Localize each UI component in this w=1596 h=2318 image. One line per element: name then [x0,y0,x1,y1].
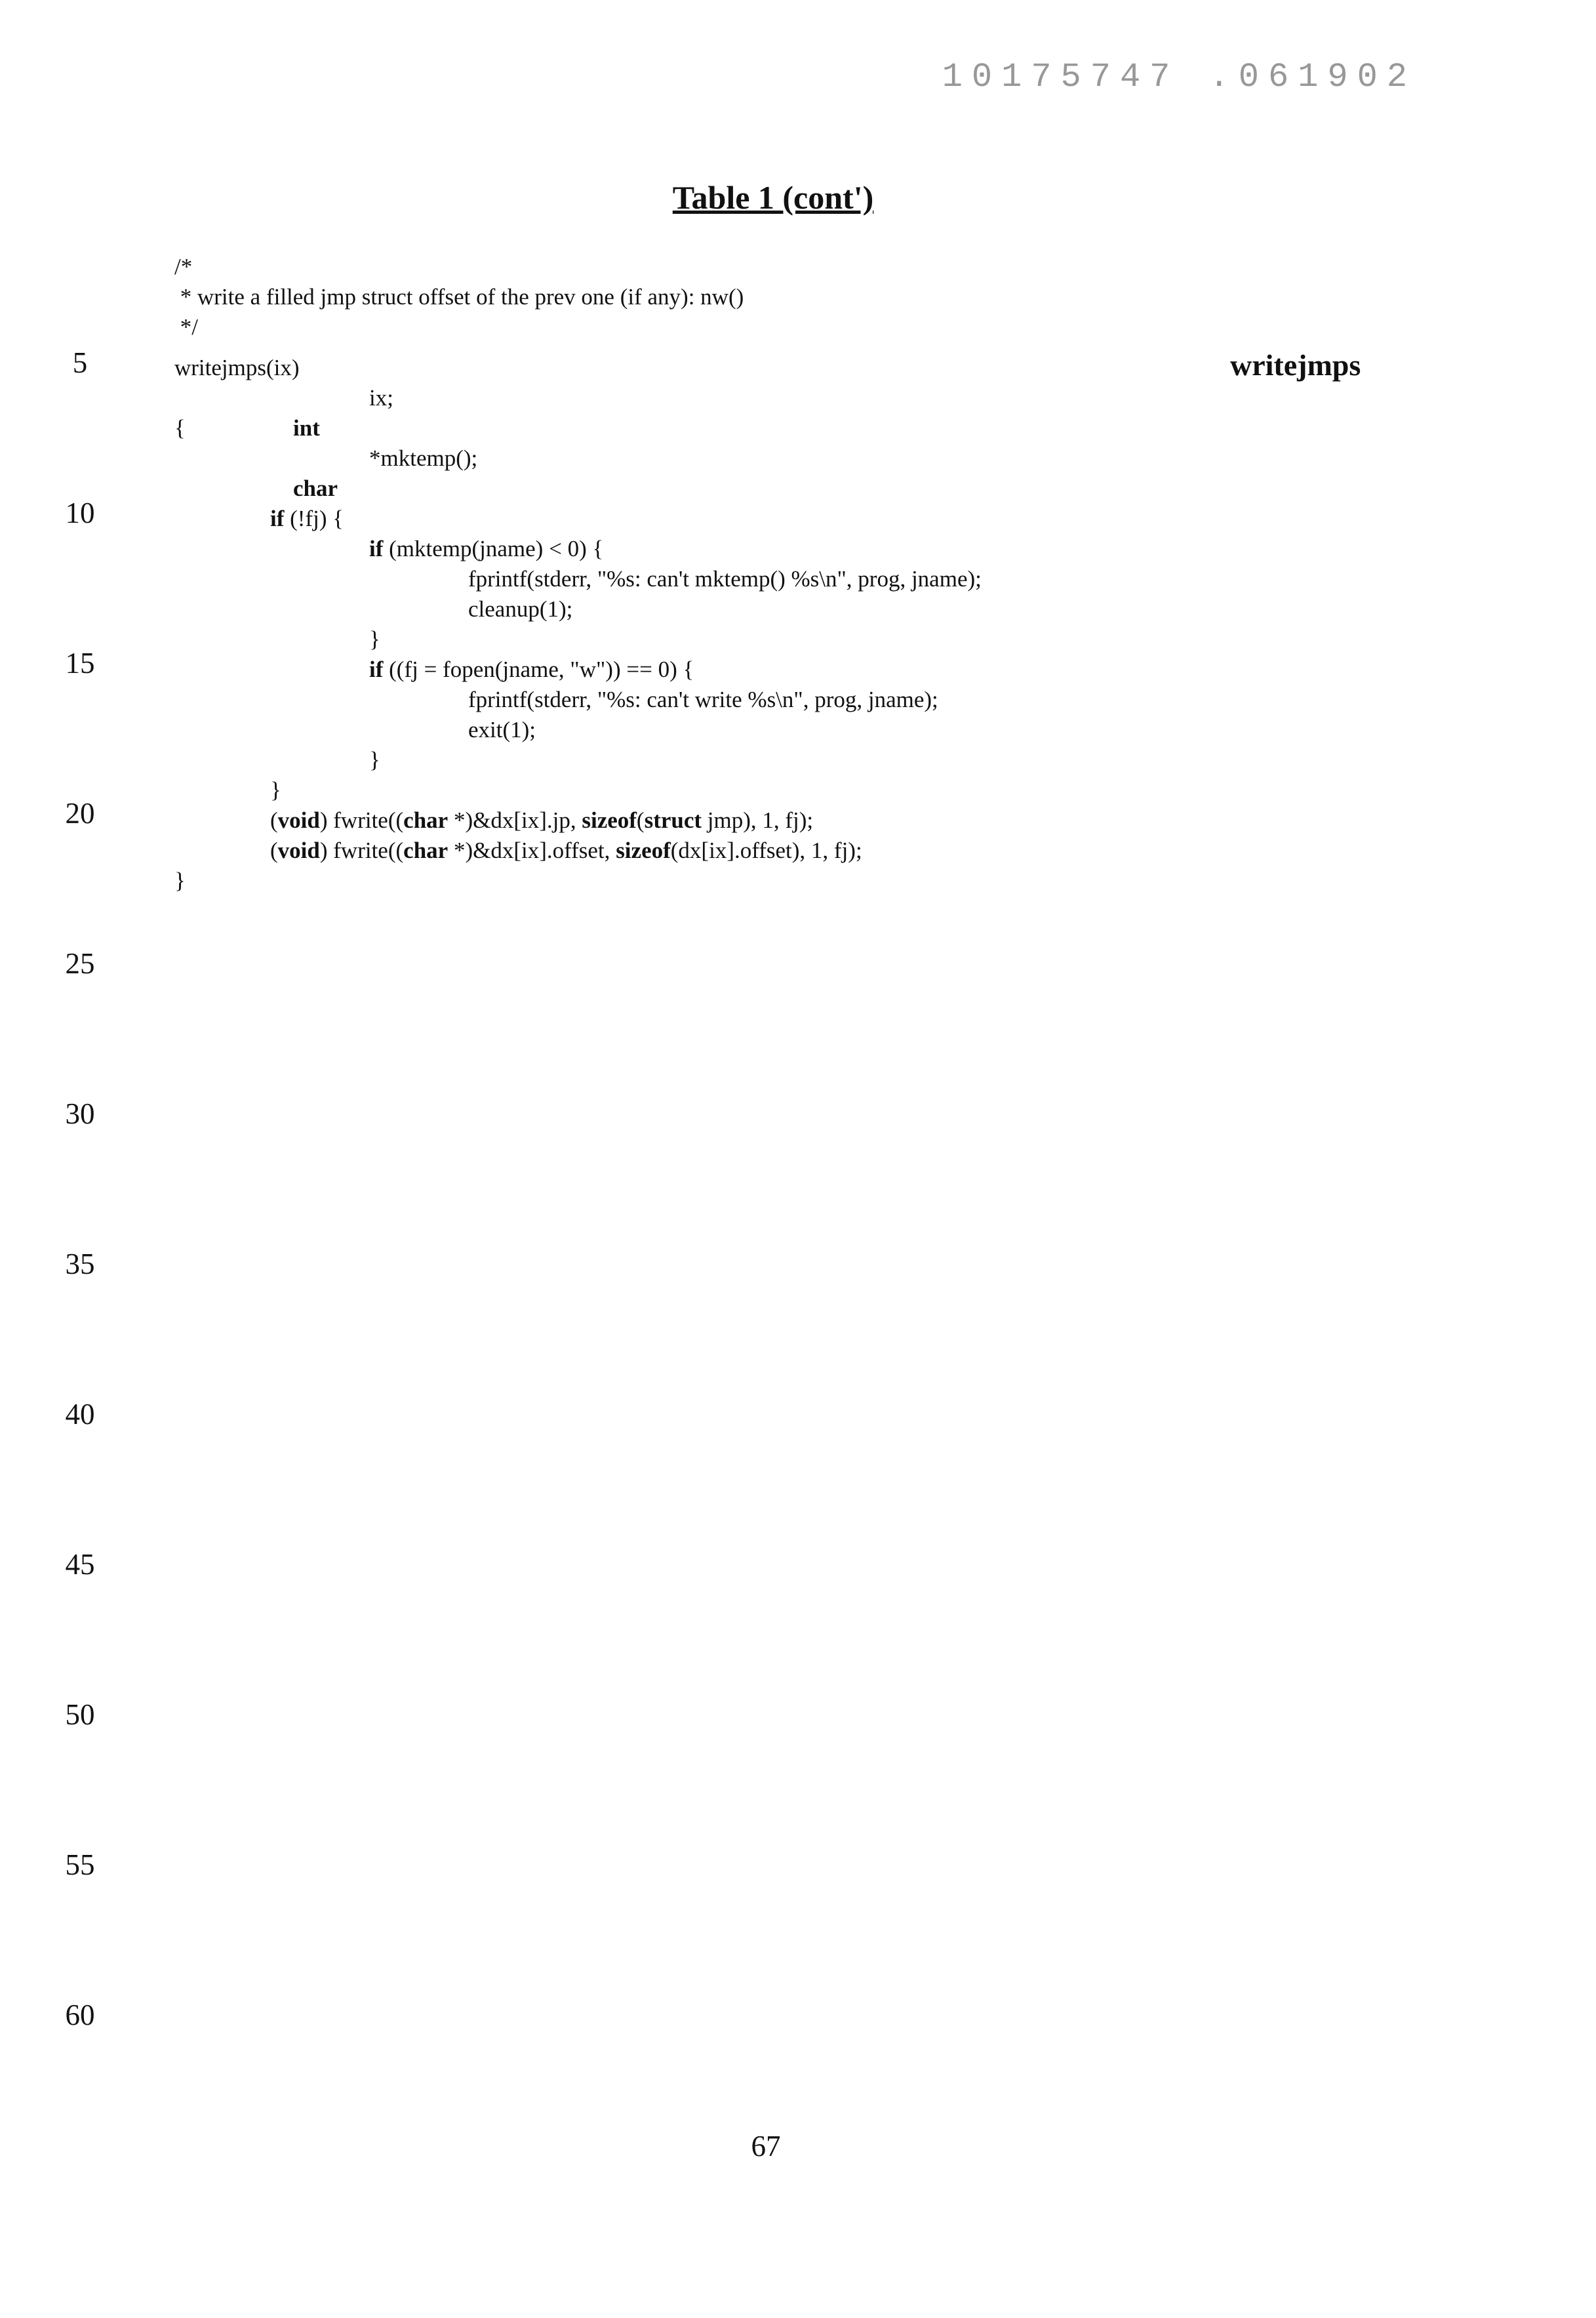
line-number: 45 [65,1548,95,1581]
code-line: *mktemp(); [369,445,478,471]
keyword: if [369,657,384,682]
line-number: 25 [65,947,95,980]
code-line: * write a filled jmp struct offset of the prev one (if any): nw() [174,284,744,310]
line-number: 20 [65,797,95,830]
code-line: /* [174,254,193,279]
code-line: cleanup(1); [468,596,573,622]
code-line: { [174,415,186,441]
code-text: ( [270,838,278,863]
code-line: } [369,747,380,773]
code-text: ( [636,807,645,833]
code-line: fprintf(stderr, "%s: can't mktemp() %s\n", prog, jname); [468,566,982,592]
keyword: char [403,807,449,833]
code-line: ix; [369,385,393,411]
line-number: 60 [65,1999,95,2031]
code-text: (mktemp(jname) < 0) { [383,536,604,561]
code-text: *)&dx[ix].offset, [448,838,616,863]
keyword: struct [644,807,702,833]
keyword: sizeof [582,807,637,833]
keyword: char [293,476,338,501]
code-line: */ [174,314,198,340]
code-line: exit(1); [468,717,536,742]
code-text: ( [270,807,278,833]
line-number: 30 [65,1097,95,1130]
function-label: writejmps [1230,348,1361,382]
code-line: } [270,777,281,803]
code-text: (dx[ix].offset), 1, fj); [670,838,862,863]
line-number: 40 [65,1398,95,1431]
keyword: int [293,415,320,441]
line-number: 5 [72,346,88,379]
code-line [270,836,862,866]
keyword: if [270,506,285,531]
code-line [369,534,603,564]
keyword: sizeof [616,838,671,863]
code-text: jmp), 1, fj); [702,807,814,833]
keyword: void [277,838,320,863]
code-line: fprintf(stderr, "%s: can't write %s\n", prog, jname); [468,687,938,712]
keyword: char [403,838,449,863]
line-number: 35 [65,1248,95,1280]
code-text: ) fwrite(( [319,838,404,863]
code-text: ((fj = fopen(jname, "w")) == 0) { [383,657,694,682]
line-number: 10 [65,497,95,529]
page-number: 67 [751,2130,781,2163]
code-text: (!fj) { [284,506,344,531]
code-line: } [369,626,380,652]
code-line [270,504,344,534]
line-number: 55 [65,1848,95,1881]
keyword: void [277,807,320,833]
code-text: *)&dx[ix].jp, [448,807,582,833]
code-line [270,805,813,836]
document-id: 10175747 .061902 [942,58,1416,96]
line-number: 15 [65,647,95,680]
code-line [369,655,694,685]
code-line: } [174,868,186,893]
code-line: writejmps(ix) [174,355,300,380]
line-number: 50 [65,1698,95,1731]
code-text: ) fwrite(( [319,807,404,833]
keyword: if [369,536,384,561]
page-title: Table 1 (cont') [672,179,874,216]
